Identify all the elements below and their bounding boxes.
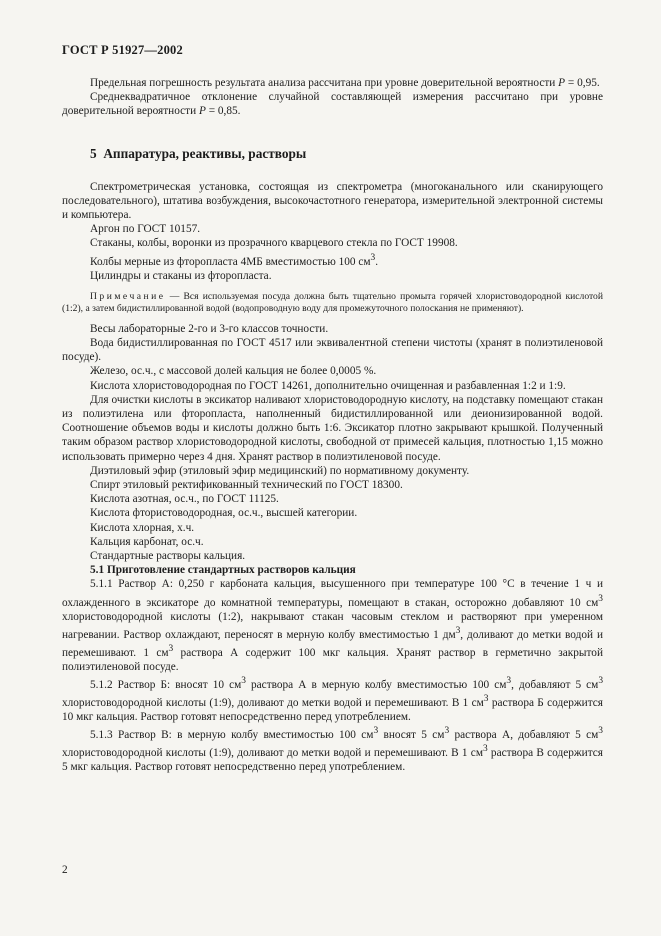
intro-paragraph-1: Предельная погрешность результата анализа рассчитана при уровне доверительной вероятности P = 0,95. (90, 77, 600, 89)
purification-paragraph: Для очистки кислоты в эксикатор наливают хлористоводородную кислоту, на подставку помещают стакан из полиэтилена или фторопласта, наполненный бидистиллированной или деионизированной водой. Соотношение объемов воды и кислоты должно быть 1:6. Эксикатор плотно закрывают крышкой. Полученный таким образом раствор хлористоводородной кислоты, свободной от примесей кальция, плотностью 1,15 можно использовать примерно через 4 дня. Хранят раствор в полиэтиленовой посуде. (62, 393, 603, 463)
paragraph-5-1-3: 5.1.3 Раствор В: в мерную колбу вместимостью 100 $см^3$ вносят 5 $см^3$ раствора А, добавляют 5 $см^3$ хлористоводородной кислоты (1:9), доливают до метки водой и перемешивают. В 1 $см^3$ раствора В содержится 5 мкг кальция. Раствор готовят непосредственно перед употреблением. (62, 726, 604, 774)
ether-line: Диэтиловый эфир (этиловый эфир медицинский) по нормативному документу. (90, 464, 470, 477)
carbonate-line: Кальция карбонат, ос.ч. (90, 535, 204, 548)
nitric-acid-line: Кислота азотная, ос.ч., по ГОСТ 11125. (90, 493, 279, 506)
page-body (62, 76, 603, 774)
water-line: Вода бидистиллированная по ГОСТ 4517 или эквивалентной степени чистоты (хранят в полиэтиленовой посуде). (62, 337, 603, 364)
section-heading: 5 Аппаратура, реактивы, растворы (90, 145, 307, 161)
hcl-line: Кислота хлористоводородная по ГОСТ 14261, дополнительно очищенная и разбавленная 1:2 и 1:9. (90, 379, 566, 392)
subsection-heading: 5.1 Приготовление стандартных растворов кальция (90, 564, 356, 577)
standard-header: ГОСТ Р 51927—2002 (62, 43, 183, 57)
scales-line: Весы лабораторные 2-го и 3-го классов точности. (90, 322, 329, 335)
alcohol-line: Спирт этиловый ректификованный технический по ГОСТ 18300. (90, 479, 403, 492)
paragraph-5-1-2: 5.1.2 Раствор Б: вносят 10 $см^3$ раствора А в мерную колбу вместимостью 100 $см^3$, добавляют 5 $см^3$ хлористоводородной кислоты (1:9), доливают до метки водой и перемешивают. В 1 $см^3$ раствора Б содержится 10 мкг кальция. Раствор готовят непосредственно перед употреблением. (62, 675, 604, 723)
argon-line: Аргон по ГОСТ 10157. (90, 223, 201, 236)
flasks-line: Колбы мерные из фторопласта 4МБ вместимостью 100 $см^3$. (90, 252, 379, 268)
hf-acid-line: Кислота фтористоводородная, ос.ч., высшей категории. (90, 507, 358, 520)
iron-line: Железо, ос.ч., с массовой долей кальция не более 0,0005 %. (90, 365, 377, 378)
note-paragraph: Примечание — Вся используемая посуда должна быть тщательно промыта горячей хлористоводородной кислотой (1:2), а затем бидистиллированной водой (водопроводную воду для промежуточного полоскания не применяют). (62, 290, 603, 314)
equipment-paragraph: Спектрометрическая установка, состоящая из спектрометра (многоканального или сканирующего последовательного), штатива возбуждения, высокочастотного генератора, измерительной электронной системы и компьютера. (62, 180, 603, 222)
paragraph-5-1-1: 5.1.1 Раствор А: 0,250 г карбоната кальция, высушенного при температуре 100 °С в течение 1 ч и охлажденного в эксикаторе до комнатной температуры, помещают в стакан, осторожно добавляют 10 $см^3$ хлористоводородной кислоты (1:2), накрывают стакан часовым стеклом и растворяют при умеренном нагревании. Раствор охлаждают, переносят в мерную колбу вместимостью 1 $дм^3$, доливают до метки водой и перемешивают. 1 $см^3$ раствора А содержит 100 мкг кальция. Хранят раствор в герметично закрытой полиэтиленовой посуде. (62, 578, 603, 673)
page-number: 2 (62, 864, 68, 876)
note-label: Примечание (90, 290, 166, 302)
glassware-line: Стаканы, колбы, воронки из прозрачного кварцевого стекла по ГОСТ 19908. (90, 237, 458, 250)
standards-line: Стандартные растворы кальция. (90, 550, 246, 563)
intro-paragraph-2: Среднеквадратичное отклонение случайной составляющей измерения рассчитано при уровне доверительной вероятности P = 0,85. (62, 91, 603, 118)
cylinders-line: Цилиндры и стаканы из фторопласта. (90, 269, 272, 282)
perchloric-acid-line: Кислота хлорная, х.ч. (90, 521, 195, 534)
